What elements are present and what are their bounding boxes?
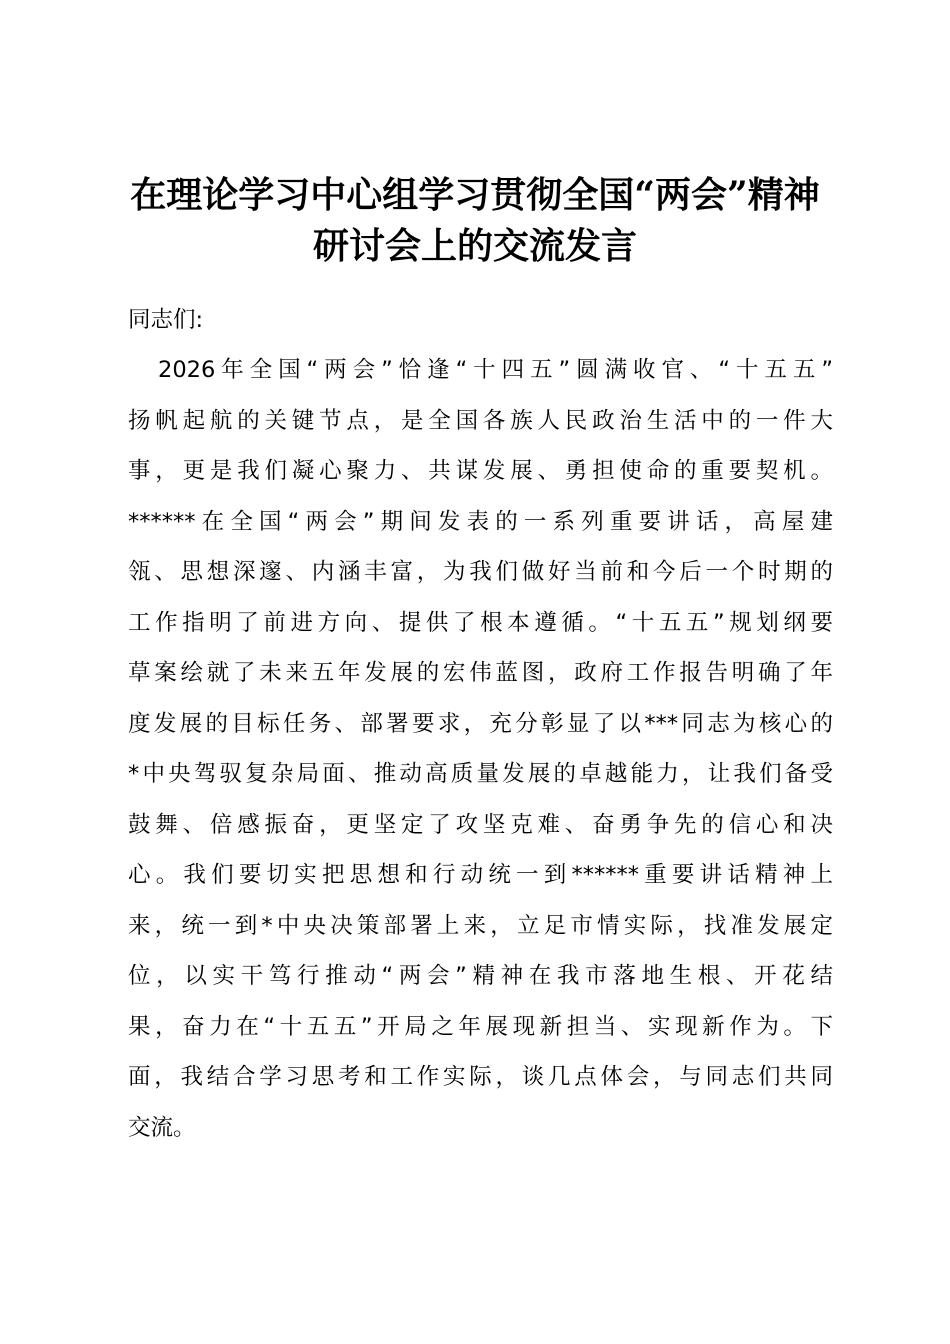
- paragraph-line: 面，我结合学习思考和工作实际，谈几点体会，与同志们共同: [128, 1064, 833, 1090]
- document-title-line-2: 研讨会上的交流发言: [312, 225, 637, 267]
- paragraph-line: 来，统一到*中央决策部署上来，立足市情实际，找准发展定: [128, 913, 833, 939]
- paragraph-line: 度发展的目标任务、部署要求，充分彰显了以***同志为核心的: [128, 711, 833, 737]
- paragraph-line: 交流。: [128, 1115, 196, 1141]
- document-title-line-1: 在理论学习中心组学习贯彻全国“两会”精神: [130, 174, 820, 216]
- paragraph-line: 果，奋力在“十五五”开局之年展现新担当、实现新作为。下: [128, 1014, 833, 1040]
- paragraph-line: 鼓舞、倍感振奋，更坚定了攻坚克难、奋勇争先的信心和决: [128, 812, 833, 838]
- paragraph-line: 心。我们要切实把思想和行动统一到******重要讲话精神上: [128, 862, 833, 888]
- paragraph-line: 事，更是我们凝心聚力、共谋发展、勇担使命的重要契机。: [128, 458, 833, 484]
- paragraph-line: 瓴、思想深邃、内涵丰富，为我们做好当前和今后一个时期的: [128, 559, 833, 585]
- paragraph-line: 工作指明了前进方向、提供了根本遵循。“十五五”规划纲要: [128, 610, 833, 636]
- paragraph-line: *中央驾驭复杂局面、推动高质量发展的卓越能力，让我们备受: [128, 761, 833, 787]
- paragraph-line: 2026年全国“两会”恰逢“十四五”圆满收官、“十五五”: [158, 357, 833, 383]
- salutation: 同志们:: [128, 307, 204, 333]
- paragraph-line: 扬帆起航的关键节点，是全国各族人民政治生活中的一件大: [128, 408, 833, 434]
- paragraph-line: 位，以实干笃行推动“两会”精神在我市落地生根、开花结: [128, 963, 833, 989]
- paragraph-line: 草案绘就了未来五年发展的宏伟蓝图，政府工作报告明确了年: [128, 660, 833, 686]
- paragraph-line: ******在全国“两会”期间发表的一系列重要讲话，高屋建: [128, 509, 833, 535]
